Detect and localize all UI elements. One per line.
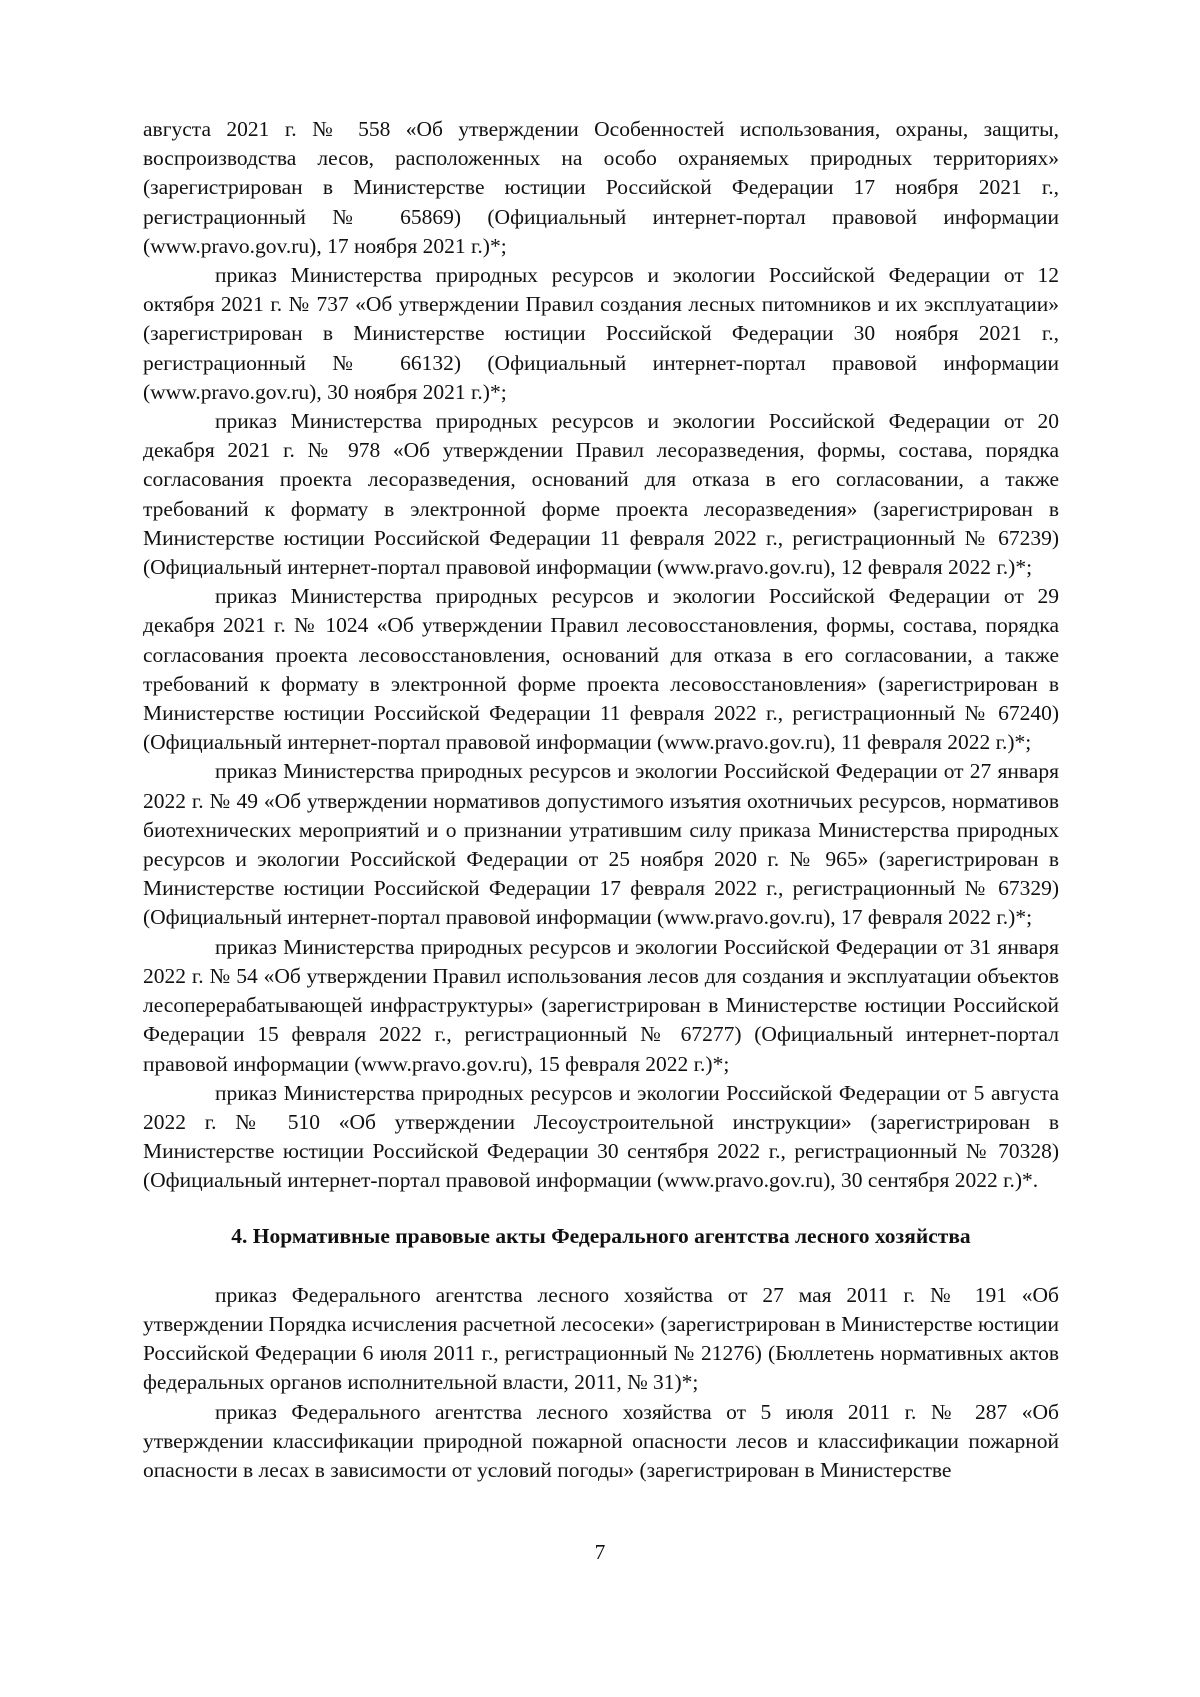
paragraph-order-510: приказ Министерства природных ресурсов и экологии Российской Федерации от 5 августа 2022 г. № 510 «Об утверждении Лесоустроительной инструкции» (зарегистрирован в Министерстве юстиции Российской Федерации 30 сентября 2022 г., регистрационный № 70328) (Официальный интернет-портал правовой информации (www.pravo.gov.ru), 30 сентября 2022 г.)*.	[143, 1080, 1059, 1193]
page-number: 7	[594, 1540, 606, 1564]
paragraph-order-737: приказ Министерства природных ресурсов и экологии Российской Федерации от 12 октября 2021 г. № 737 «Об утверждении Правил создания лесных питомников и их эксплуатации» (зарегистрирован в Министерстве юстиции Российской Федерации 30 ноября 2021 г., регистрационный № 66132) (Официальный интернет-портал правовой информации (www.pravo.gov.ru), 30 ноября 2021 г.)*;	[143, 263, 1059, 404]
section-heading: 4. Нормативные правовые акты Федерального агентства лесного хозяйства	[231, 1223, 971, 1248]
paragraph-order-287: приказ Федерального агентства лесного хозяйства от 5 июля 2011 г. № 287 «Об утверждении классификации природной пожарной опасности лесов и классификации пожарной опасности в лесах в зависимости от условий погоды» (зарегистрирован в Министерстве	[143, 1399, 1059, 1482]
paragraph-order-1024: приказ Министерства природных ресурсов и экологии Российской Федерации от 29 декабря 2021 г. № 1024 «Об утверждении Правил лесовосстановления, формы, состава, порядка согласования проекта лесовосстановления, оснований для отказа в его согласовании, а также требований к формату в электронной форме проекта лесовосстановления» (зарегистрирован в Министерстве юстиции Российской Федерации 11 февраля 2022 г., регистрационный № 67240) (Официальный интернет-портал правовой информации (www.pravo.gov.ru), 11 февраля 2022 г.)*;	[143, 584, 1059, 755]
paragraph-order-558: августа 2021 г. № 558 «Об утверждении Особенностей использования, охраны, защиты, воспроизводства лесов, расположенных на особо охраняемых природных территориях» (зарегистрирован в Министерстве юстиции Российской Федерации 17 ноября 2021 г., регистрационный № 65869) (Официальный интернет-портал правовой информации (www.pravo.gov.ru), 17 ноября 2021 г.)*;	[143, 117, 1059, 258]
document-body	[143, 115, 1059, 1485]
paragraph-order-191: приказ Федерального агентства лесного хозяйства от 27 мая 2011 г. № 191 «Об утверждении Порядка исчисления расчетной лесосеки» (зарегистрирован в Министерстве юстиции Российской Федерации 6 июля 2011 г., регистрационный № 21276) (Бюллетень нормативных актов федеральных органов исполнительной власти, 2011, № 31)*;	[143, 1282, 1059, 1395]
paragraph-order-54: приказ Министерства природных ресурсов и экологии Российской Федерации от 31 января 2022 г. № 54 «Об утверждении Правил использования лесов для создания и эксплуатации объектов лесоперерабатывающей инфраструктуры» (зарегистрирован в Министерстве юстиции Российской Федерации 15 февраля 2022 г., регистрационный № 67277) (Официальный интернет-портал правовой информации (www.pravo.gov.ru), 15 февраля 2022 г.)*;	[143, 934, 1059, 1076]
paragraph-order-978: приказ Министерства природных ресурсов и экологии Российской Федерации от 20 декабря 2021 г. № 978 «Об утверждении Правил лесоразведения, формы, состава, порядка согласования проекта лесоразведения, оснований для отказа в его согласовании, а также требований к формату в электронной форме проекта лесоразведения» (зарегистрирован в Министерстве юстиции Российской Федерации 11 февраля 2022 г., регистрационный № 67239) (Официальный интернет-портал правовой информации (www.pravo.gov.ru), 12 февраля 2022 г.)*;	[143, 409, 1059, 580]
paragraph-order-49: приказ Министерства природных ресурсов и экологии Российской Федерации от 27 января 2022 г. № 49 «Об утверждении нормативов допустимого изъятия охотничьих ресурсов, нормативов биотехнических мероприятий и о признании утратившим силу приказа Министерства природных ресурсов и экологии Российской Федерации от 25 ноября 2020 г. № 965» (зарегистрирован в Министерстве юстиции Российской Федерации 17 февраля 2022 г., регистрационный № 67329) (Официальный интернет-портал правовой информации (www.pravo.gov.ru), 17 февраля 2022 г.)*;	[143, 759, 1059, 930]
